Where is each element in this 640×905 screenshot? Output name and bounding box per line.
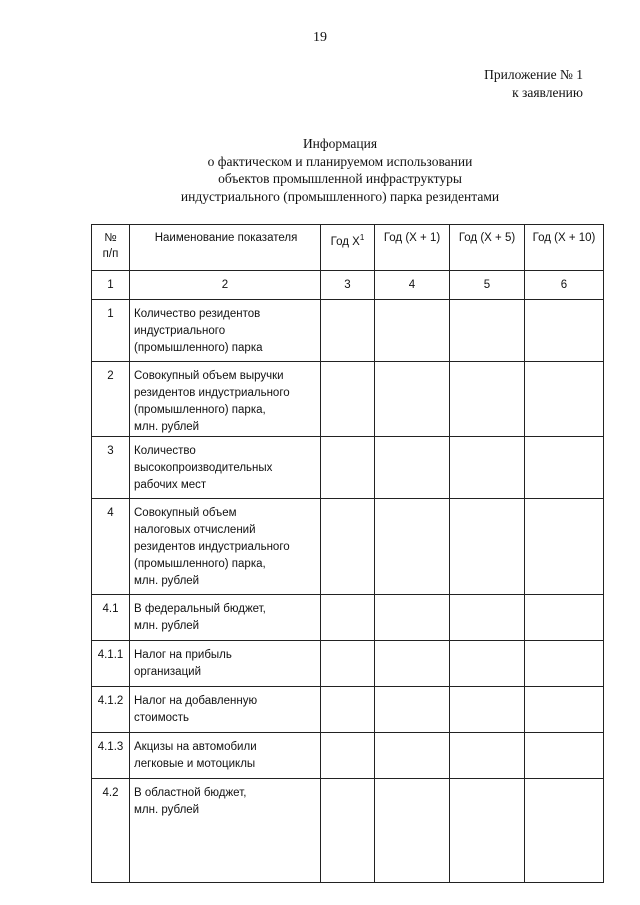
title-line-1: Информация [302, 136, 378, 151]
value-cell[interactable] [321, 779, 375, 883]
value-cell[interactable] [321, 733, 375, 779]
value-cell[interactable] [450, 362, 525, 437]
value-cell[interactable] [525, 595, 604, 641]
indicator-name [130, 300, 321, 362]
value-cell[interactable] [375, 595, 450, 641]
header-name: Наименование показателя [130, 225, 321, 271]
row-number: 4.1 [92, 595, 130, 641]
value-cell[interactable] [321, 499, 375, 595]
indicator-name-line: организаций [134, 666, 202, 678]
indicator-name [130, 687, 321, 733]
indicator-name-line: Количество [134, 445, 196, 457]
value-cell[interactable] [525, 641, 604, 687]
appendix-line-2: к заявлению [512, 85, 583, 100]
column-number: 3 [321, 271, 375, 300]
row-number: 4.1.2 [92, 687, 130, 733]
table-row [92, 595, 604, 641]
indicator-name-line: Совокупный объем [134, 507, 237, 519]
indicator-name [130, 362, 321, 437]
indicator-name-line: млн. рублей [134, 575, 200, 587]
column-number: 1 [92, 271, 130, 300]
indicator-name [130, 733, 321, 779]
indicator-name-line: (промышленного) парка, [134, 558, 266, 570]
indicator-name-line: рабочих мест [134, 479, 207, 491]
indicator-name-line: резидентов индустриального [134, 387, 290, 399]
value-cell[interactable] [321, 362, 375, 437]
indicator-name [130, 595, 321, 641]
indicator-name-line: индустриального [134, 325, 226, 337]
indicator-name-line: В областной бюджет, [134, 787, 247, 799]
indicator-name-line: стоимость [134, 712, 190, 724]
page-number: 19 [313, 30, 327, 45]
column-number: 4 [375, 271, 450, 300]
header-year-x-footnote: 1 [359, 233, 365, 242]
indicator-name-line: Совокупный объем выручки [134, 370, 284, 382]
value-cell[interactable] [450, 595, 525, 641]
indicator-name-line: млн. рублей [134, 804, 200, 816]
value-cell[interactable] [375, 362, 450, 437]
appendix-line-1: Приложение № 1 [484, 67, 583, 82]
table-row [92, 437, 604, 499]
table-row [92, 641, 604, 687]
value-cell[interactable] [450, 779, 525, 883]
row-number: 4.2 [92, 779, 130, 883]
column-number: 5 [450, 271, 525, 300]
value-cell[interactable] [450, 687, 525, 733]
indicator-name-line: резидентов индустриального [134, 541, 290, 553]
value-cell[interactable] [525, 687, 604, 733]
value-cell[interactable] [321, 641, 375, 687]
indicator-name [130, 779, 321, 883]
row-number: 1 [92, 300, 130, 362]
appendix-label [484, 66, 583, 102]
table-row [92, 362, 604, 437]
value-cell[interactable] [525, 362, 604, 437]
indicator-name-line: (промышленного) парка, [134, 404, 266, 416]
indicator-name [130, 641, 321, 687]
column-numbers-row [92, 271, 604, 300]
table-row [92, 779, 604, 883]
title-line-2: о фактическом и планируемом использовании [207, 153, 473, 169]
table-row [92, 687, 604, 733]
table-row [92, 300, 604, 362]
column-number: 6 [525, 271, 604, 300]
indicators-table [91, 224, 604, 883]
indicator-name-line: Количество резидентов [134, 308, 261, 320]
value-cell[interactable] [321, 595, 375, 641]
row-number: 3 [92, 437, 130, 499]
title-line-4: индустриального (промышленного) парка резидентами [180, 188, 500, 204]
header-year-x1: Год (X + 1) [375, 225, 450, 271]
value-cell[interactable] [525, 779, 604, 883]
value-cell[interactable] [450, 300, 525, 362]
value-cell[interactable] [450, 499, 525, 595]
value-cell[interactable] [375, 687, 450, 733]
title-line-3: объектов промышленной инфраструктуры [218, 171, 462, 186]
value-cell[interactable] [375, 437, 450, 499]
value-cell[interactable] [375, 779, 450, 883]
indicator-name-line: высокопроизводительных [134, 462, 273, 474]
indicator-name [130, 437, 321, 499]
row-number: 2 [92, 362, 130, 437]
indicator-name-line: Налог на прибыль [134, 649, 232, 661]
header-year-x-label: Год X [330, 235, 360, 248]
value-cell[interactable] [450, 641, 525, 687]
value-cell[interactable] [525, 300, 604, 362]
indicator-name-line: млн. рублей [134, 620, 200, 632]
value-cell[interactable] [375, 641, 450, 687]
header-num [92, 225, 130, 271]
table-row [92, 733, 604, 779]
header-year-x5: Год (X + 5) [450, 225, 525, 271]
indicator-name [130, 499, 321, 595]
indicator-name-line: Акцизы на автомобили [134, 741, 257, 753]
document-title [60, 135, 620, 205]
indicator-name-line: Налог на добавленную [134, 695, 258, 707]
column-number: 2 [130, 271, 321, 300]
value-cell[interactable] [450, 733, 525, 779]
value-cell[interactable] [450, 437, 525, 499]
row-number: 4.1.3 [92, 733, 130, 779]
value-cell[interactable] [321, 687, 375, 733]
value-cell[interactable] [321, 300, 375, 362]
header-year-x [321, 225, 375, 271]
indicator-name-line: (промышленного) парка [134, 342, 263, 354]
value-cell[interactable] [375, 499, 450, 595]
indicator-name-line: млн. рублей [134, 421, 200, 433]
indicator-name-line: легковые и мотоциклы [134, 758, 256, 770]
table-header-row [92, 225, 604, 271]
value-cell[interactable] [525, 733, 604, 779]
value-cell[interactable] [375, 733, 450, 779]
value-cell[interactable] [525, 437, 604, 499]
row-number: 4 [92, 499, 130, 595]
value-cell[interactable] [525, 499, 604, 595]
value-cell[interactable] [321, 437, 375, 499]
row-number: 4.1.1 [92, 641, 130, 687]
indicator-name-line: налоговых отчислений [134, 524, 256, 536]
value-cell[interactable] [375, 300, 450, 362]
table-row [92, 499, 604, 595]
header-num-line-1: № [104, 232, 117, 244]
indicator-name-line: В федеральный бюджет, [134, 603, 266, 615]
header-year-x10: Год (X + 10) [525, 225, 604, 271]
header-num-line-2: п/п [102, 248, 119, 260]
